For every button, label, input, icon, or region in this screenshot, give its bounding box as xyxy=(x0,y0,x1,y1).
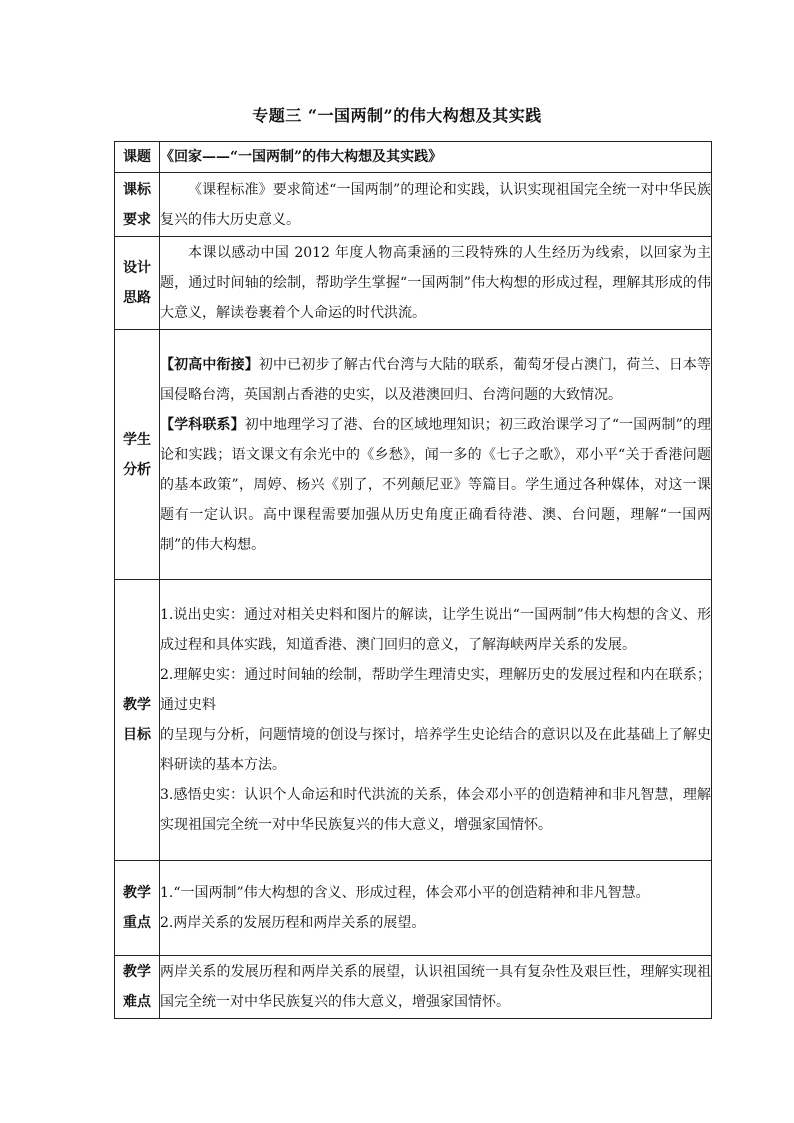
label-standard: 课标 要求 xyxy=(115,173,160,237)
label-topic: 课题 xyxy=(115,142,160,173)
label-objectives: 教学 目标 xyxy=(115,580,160,861)
row-student-analysis xyxy=(115,330,712,580)
lesson-plan-table xyxy=(114,141,712,1019)
label-student-analysis: 学生 分析 xyxy=(115,330,160,580)
standard-text: 《课程标准》要求简述“一国两制”的理论和实践，认识实现祖国完全统一对中华民族复兴的伟大历史意义。 xyxy=(160,181,711,228)
analysis-tag-1: 【初高中衔接】 xyxy=(160,356,259,373)
content-topic xyxy=(160,142,712,173)
analysis-tag-2: 【学科联系】 xyxy=(160,416,245,433)
content-objectives xyxy=(160,580,712,861)
objective-1: 1.说出史实：通过对相关史料和图片的解读，让学生说出“一国两制”伟大构想的含义、形成过程和具体实践，知道香港、澳门回归的意义，了解海峡两岸关系的发展。 xyxy=(160,607,711,653)
row-design xyxy=(115,237,712,330)
content-key-points xyxy=(160,861,712,956)
design-text: 本课以感动中国 2012 年度人物高秉涵的三段特殊的人生经历为线索，以回家为主题，通过时间轴的绘制，帮助学生掌握“一国两制”伟大构想的形成过程，理解其形成的伟大意义，解读卷裹着个人命运的时代洪流。 xyxy=(160,245,711,321)
page-title: 专题三 “一国两制”的伟大构想及其实践 xyxy=(252,106,542,125)
objective-2-cont: 的呈现与分析，问题情境的创设与探讨，培养学生史论结合的意识以及在此基础上了解史料研读的基本方法。 xyxy=(160,727,711,773)
content-difficulties xyxy=(160,956,712,1019)
objective-2: 2.理解史实：通过时间轴的绘制，帮助学生理清史实，理解历史的发展过程和内在联系；通过史料 xyxy=(160,667,711,713)
row-key-points xyxy=(115,861,712,956)
row-topic xyxy=(115,142,712,173)
row-standard xyxy=(115,173,712,237)
key-point-1: 1.“一国两制”伟大构想的含义、形成过程，体会邓小平的创造精神和非凡智慧。 xyxy=(160,885,650,901)
label-key-points: 教学 重点 xyxy=(115,861,160,956)
difficulty-text: 两岸关系的发展历程和两岸关系的展望，认识祖国统一具有复杂性及艰巨性，理解实现祖国完全统一对中华民族复兴的伟大意义，增强家国情怀。 xyxy=(160,964,711,1010)
objective-3: 3.感悟史实：认识个人命运和时代洪流的关系，体会邓小平的创造精神和非凡智慧，理解实现祖国完全统一对中华民族复兴的伟大意义，增强家国情怀。 xyxy=(160,787,711,833)
key-point-2: 2.两岸关系的发展历程和两岸关系的展望。 xyxy=(160,915,426,931)
content-standard xyxy=(160,173,712,237)
label-design: 设计 思路 xyxy=(115,237,160,330)
analysis-paragraph-2: 【学科联系】初中地理学习了港、台的区域地理知识；初三政治课学习了“一国两制”的理论和实践；语文课文有余光中的《乡愁》，闻一多的《七子之歌》，邓小平“关于香港问题的基本政策”，周婷、杨兴《别了，不列颠尼亚》等篇目。学生通过各种媒体，对这一课题有一定认识。高中课程需要加强从历史角度正确看待港、澳、台问题，理解“一国两制”的伟大构想。 xyxy=(160,416,712,553)
content-design xyxy=(160,237,712,330)
row-difficulties xyxy=(115,956,712,1019)
content-student-analysis xyxy=(160,330,712,580)
analysis-paragraph-1: 【初高中衔接】初中已初步了解古代台湾与大陆的联系，葡萄牙侵占澳门，荷兰、日本等国侵略台湾，英国割占香港的史实，以及港澳回归、台湾问题的大致情况。 xyxy=(160,356,711,403)
label-difficulties: 教学 难点 xyxy=(115,956,160,1019)
row-objectives xyxy=(115,580,712,861)
topic-text: 《回家——“一国两制”的伟大构想及其实践》 xyxy=(160,149,443,165)
